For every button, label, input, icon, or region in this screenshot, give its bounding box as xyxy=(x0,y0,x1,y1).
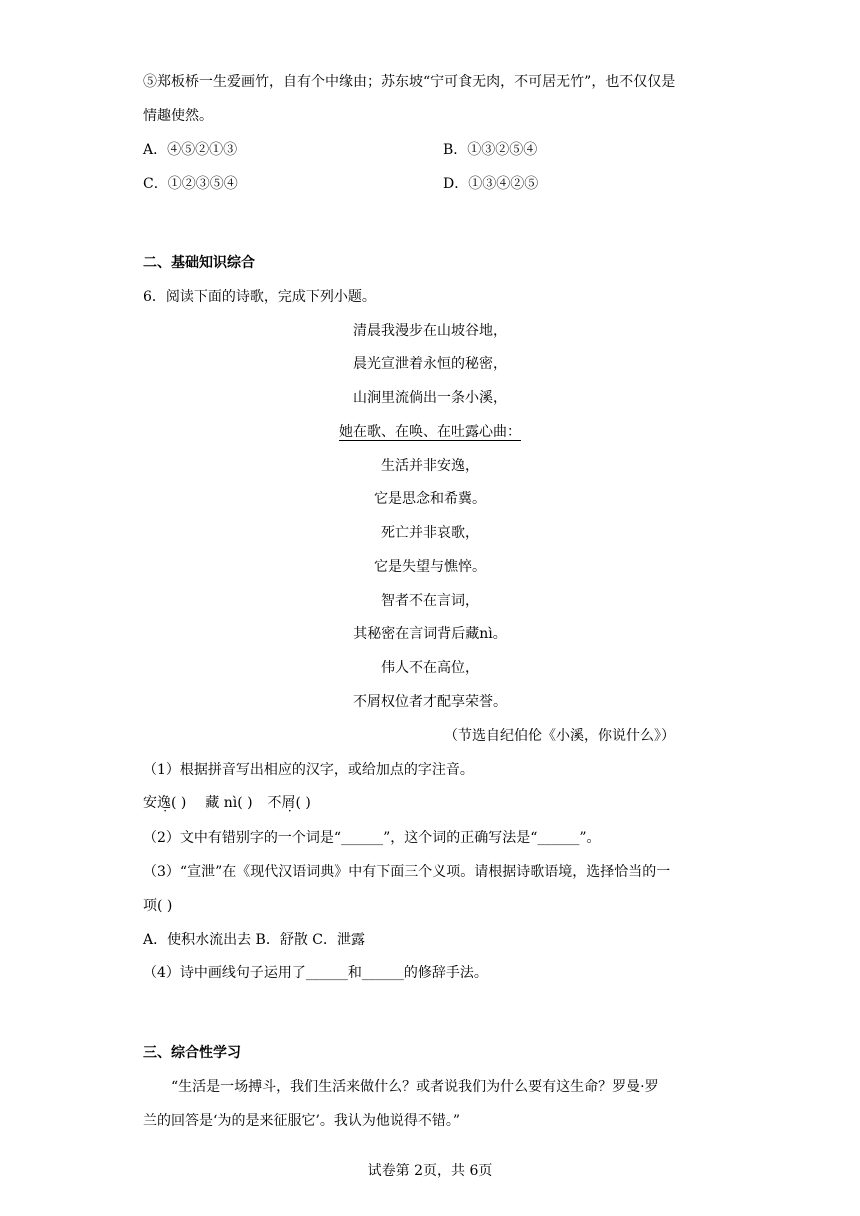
q5-item5-line1: ⑤郑板桥一生爱画竹，自有个中缘由；苏东坡“宁可食无肉，不可居无竹”，也不仅仅是 xyxy=(143,74,676,90)
q6-sub1-b: 藏 nì( ) xyxy=(205,795,253,811)
q6-sub4: （4）诗中画线句子运用了______和______的修辞手法。 xyxy=(143,965,488,981)
page-footer: 试卷第 2页，共 6页 xyxy=(367,1163,493,1179)
q5-item5-line2: 情趣使然。 xyxy=(143,108,213,124)
poem-line-underlined: 她在歌、在唤、在吐露心曲： xyxy=(339,424,521,440)
section3-quote-line1: “生活是一场搏斗，我们生活来做什么？或者说我们为什么要有这生命？罗曼·罗 xyxy=(171,1079,659,1095)
poem-line: 智者不在言词， xyxy=(381,593,479,609)
poem-line: 生活并非安逸， xyxy=(381,458,479,474)
q6-sub3-options: A．使积水流出去 B．舒散 C．泄露 xyxy=(143,932,366,948)
poem-line: 清晨我漫步在山坡谷地， xyxy=(353,323,507,339)
poem-source: （节选自纪伯伦《小溪，你说什么》） xyxy=(444,728,675,744)
dotted-char: 逸 xyxy=(157,795,171,811)
poem-line: 山涧里流倘出一条小溪， xyxy=(353,390,507,406)
poem-line: 死亡并非哀歌， xyxy=(381,525,479,541)
q6-sub1-blanks: 安逸( ) 藏 nì( ) 不屑( ) xyxy=(143,795,311,811)
section3-quote-line2: 兰的回答是‘为的是来征服它’。我认为他说得不错。” xyxy=(143,1113,461,1129)
poem-line: 不屑权位者才配享荣誉。 xyxy=(353,694,507,710)
q6-stem: 6．阅读下面的诗歌，完成下列小题。 xyxy=(143,289,376,305)
q6-sub3-line1: （3）“宣泄”在《现代汉语词典》中有下面三个义项。请根据诗歌语境，选择恰当的一 xyxy=(143,864,671,880)
q6-sub3-line2: 项( ) xyxy=(143,898,173,914)
q5-option-b: B．①③②⑤④ xyxy=(443,142,538,158)
poem-line: 晨光宣泄着永恒的秘密， xyxy=(353,356,507,372)
poem-line: 其秘密在言词背后藏nì。 xyxy=(353,626,507,642)
poem-line: 伟人不在高位， xyxy=(381,660,479,676)
q6-sub1: （1）根据拼音写出相应的汉字，或给加点的字注音。 xyxy=(143,762,474,778)
q6-sub2: （2）文中有错别字的一个词是“______”，这个词的正确写法是“______”。 xyxy=(143,830,601,846)
q5-option-d: D．①③④②⑤ xyxy=(443,176,539,192)
dotted-char: 屑 xyxy=(281,795,296,811)
poem-line: 它是思念和希冀。 xyxy=(374,491,486,507)
section3-heading: 三、综合性学习 xyxy=(143,1045,241,1061)
section2-heading: 二、基础知识综合 xyxy=(143,255,255,271)
poem-line: 它是失望与憔悴。 xyxy=(374,559,486,575)
q5-option-a: A．④⑤②①③ xyxy=(143,142,238,158)
q5-option-c: C．①②③⑤④ xyxy=(143,176,238,192)
